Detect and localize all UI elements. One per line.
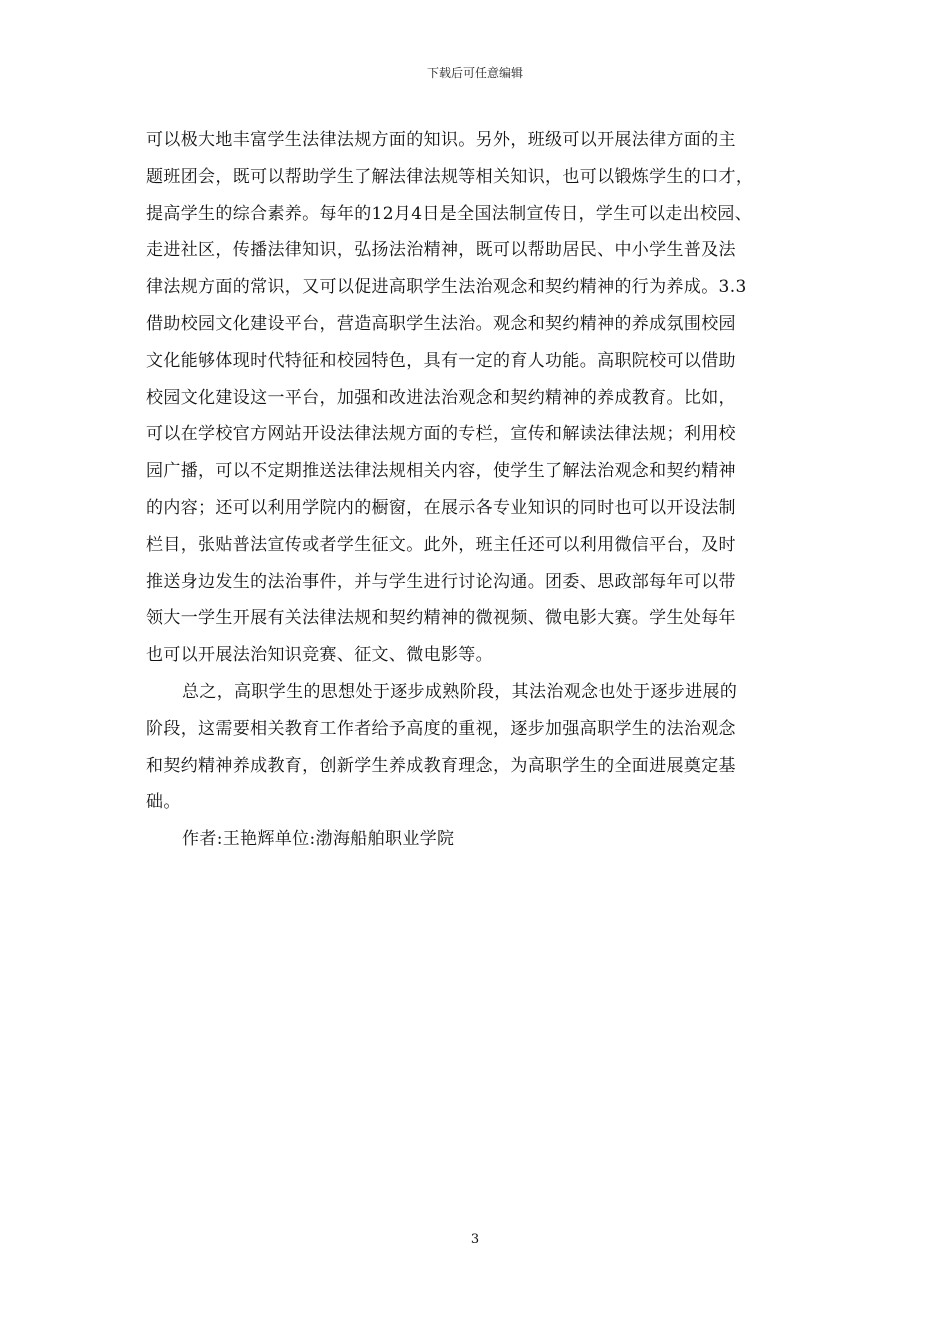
paragraph-line: 推送身边发生的法治事件，并与学生进行讨论沟通。团委、思政部每年可以带 [146, 571, 736, 592]
paragraph-line: 借助校园文化建设平台，营造高职学生法治。观念和契约精神的养成氛围校园 [146, 313, 736, 334]
page-number: 3 [470, 1232, 480, 1247]
paragraph-line: 园广播，可以不定期推送法律法规相关内容，使学生了解法治观念和契约精神 [146, 461, 736, 482]
paragraph-line: 校园文化建设这一平台，加强和改进法治观念和契约精神的养成教育。比如， [146, 387, 736, 408]
paragraph-2 [146, 674, 810, 821]
paragraph-line: 也可以开展法治知识竞赛、征文、微电影等。 [146, 645, 493, 666]
paragraph-line: 础。 [146, 792, 181, 813]
paragraph-line: 总之，高职学生的思想处于逐步成熟阶段，其法治观念也处于逐步进展的 [182, 681, 738, 702]
paragraph-line: 可以在学校官方网站开设法律法规方面的专栏，宣传和解读法律法规；利用校 [146, 424, 736, 445]
paragraph-line: 和契约精神养成教育，创新学生养成教育理念，为高职学生的全面进展奠定基 [146, 755, 736, 776]
paragraph-line: 领大一学生开展有关法律法规和契约精神的微视频、微电影大赛。学生处每年 [146, 608, 736, 629]
paragraph-line: 阶段，这需要相关教育工作者给予高度的重视，逐步加强高职学生的法治观念 [146, 718, 736, 739]
paragraph-line: 律法规方面的常识，又可以促进高职学生法治观念和契约精神的行为养成。3.3 [146, 277, 747, 298]
paragraph-line: 文化能够体现时代特征和校园特色，具有一定的育人功能。高职院校可以借助 [146, 350, 736, 371]
paragraph-line: 题班团会，既可以帮助学生了解法律法规等相关知识，也可以锻炼学生的口才， [146, 166, 754, 187]
paragraph-line: 的内容；还可以利用学院内的橱窗，在展示各专业知识的同时也可以开设法制 [146, 497, 736, 518]
paragraph-line: 走进社区，传播法律知识，弘扬法治精神，既可以帮助居民、中小学生普及法 [146, 240, 736, 261]
paragraph-line: 提高学生的综合素养。每年的12月4日是全国法制宣传日，学生可以走出校园、 [146, 203, 753, 224]
paragraph-line: 可以极大地丰富学生法律法规方面的知识。另外，班级可以开展法律方面的主 [146, 130, 736, 150]
paragraph-line: 栏目，张贴普法宣传或者学生征文。此外，班主任还可以利用微信平台，及时 [146, 534, 736, 555]
document-body [146, 122, 810, 858]
page-header: 下载后可任意编辑 [426, 66, 523, 80]
paragraph-1 [146, 122, 810, 674]
author-affiliation: 作者:王艳辉单位:渤海船舶职业学院 [182, 829, 455, 850]
